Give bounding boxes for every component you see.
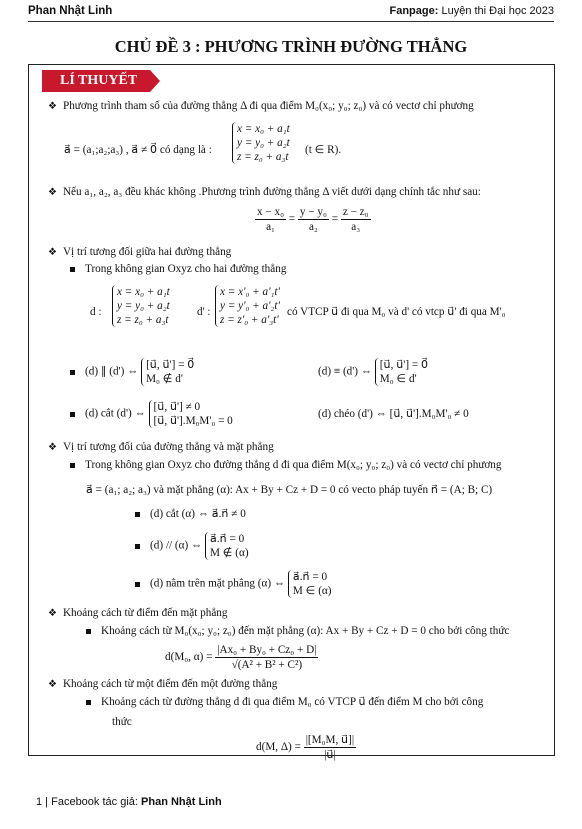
s3-sub-line (70, 262, 286, 276)
page-number: 1 (36, 796, 43, 808)
s3-heading: Vị trí tương đối giữa hai đường thẳng (62, 246, 232, 258)
s1-text-line (48, 99, 474, 114)
page-title: CHỦ ĐỀ 3 : PHƯƠNG TRÌNH ĐƯỜNG THẲNG (114, 37, 468, 56)
square-bullet-icon (135, 512, 140, 517)
s3-d-system: x = x₀ + a₁t y = y₀ + a₂t z = z₀ + a₃t (112, 285, 170, 327)
s1-system (232, 122, 290, 164)
s1-brace (232, 122, 290, 164)
diamond-bullet-icon: ❖ (48, 442, 57, 453)
diamond-bullet-icon: ❖ (48, 101, 57, 112)
s5-sub: Khoảng cách từ M₀(x₀; y₀; z₀) đến mặt phẳng (α): Ax + By + Cz + D = 0 cho bởi công thức (101, 625, 510, 637)
square-bullet-icon (135, 544, 140, 549)
s4-in-plane: (d) nằm trên mặt phẳng (α) ⇔ a⃗.n⃗ = 0 M ∈ (α) (135, 570, 332, 598)
square-bullet-icon (86, 700, 91, 705)
square-bullet-icon (135, 582, 140, 587)
square-bullet-icon (70, 370, 75, 375)
s6-heading: Khoảng cách từ một điểm đến một đường thẳng (62, 678, 278, 690)
s2-frac2: $\frac{\text{y − y₀}}{\text{a₂}}$ (299, 206, 327, 233)
s6-sub2: thức (112, 716, 132, 728)
s2-frac3: $\frac{\text{z − z₀}}{\text{a₃}}$ (342, 206, 369, 233)
diamond-bullet-icon: ❖ (48, 247, 57, 258)
s3-heading-line (48, 245, 231, 260)
s6-heading-line (48, 677, 277, 692)
diamond-bullet-icon: ❖ (48, 608, 57, 619)
s2-frac1: $\frac{\text{x − x₀}}{\text{a₁}}$ (257, 206, 284, 233)
s3-sub: Trong không gian Oxyz cho hai đường thẳng (85, 263, 287, 275)
s4-sub: Trong không gian Oxyz cho đường thẳng d đi qua điểm M(x₀; y₀; z₀) và có vectơ chỉ phương (85, 459, 502, 471)
section-tag-arrow (150, 70, 160, 92)
s5-heading: Khoảng cách từ điểm đến mặt phẳng (62, 607, 228, 619)
s1-vec: a⃗ = (a₁;a₂;a₃) , a⃗ ≠ 0⃗ có dạng là : (64, 144, 212, 156)
s5-heading-line (48, 606, 227, 621)
s3-skew: (d) chéo (d') ⇔ [u⃗, u⃗'].M₀M'₀ ≠ 0 (318, 408, 469, 420)
square-bullet-icon (70, 267, 75, 272)
header-fanpage (390, 5, 555, 17)
page-header (28, 5, 554, 22)
diamond-bullet-icon: ❖ (48, 679, 57, 690)
s4-parallel: (d) // (α) ⇔ a⃗.n⃗ = 0 M ∉ (α) (135, 532, 249, 560)
square-bullet-icon (86, 629, 91, 634)
s4-heading: Vị trí tương đối của đường thẳng và mặt phẳng (62, 441, 274, 453)
s5-sub-line (86, 624, 509, 638)
s4-sub-line (70, 458, 502, 472)
s3-dp-system: x = x'₀ + a'₁t' y = y'₀ + a'₂t' z = z'₀ + a'₃t' (215, 285, 280, 327)
s3-cut: (d) cắt (d') ⇔ [u⃗, u⃗'] ≠ 0 [u⃗, u⃗'].M₀M'₀ = 0 (70, 400, 233, 428)
diamond-bullet-icon: ❖ (48, 187, 57, 198)
footer-author: Phan Nhật Linh (141, 796, 222, 808)
s1-eq2: y = y₀ + a₂t (237, 137, 290, 149)
fanpage-name: Luyện thi Đại học 2023 (441, 5, 554, 17)
s6-sub: Khoảng cách từ đường thẳng d đi qua điểm M₀ có VTCP u⃗ đến điểm M cho bởi công (101, 696, 484, 708)
section-tag: LÍ THUYẾT (42, 70, 150, 92)
s4-heading-line (48, 440, 274, 455)
s2-text: Nếu a₁, a₂, a₃ đều khác không .Phương trình đường thẳng Δ viết dưới dạng chính tắc như sau: (62, 186, 481, 198)
header-author: Phan Nhật Linh (28, 5, 113, 17)
s2-formula: $\frac{\text{x − x₀}}{\text{a₁}}$ = $\frac{\text{y − y₀}}{\text{a₂}}$ = $\frac{\text{z − z₀}}{\text{a₃}}$ (257, 206, 369, 233)
s1-eq1: x = x₀ + a₁t (237, 123, 290, 135)
s3-parallel: (d) ∥ (d') ⇔ [u⃗, u⃗'] = 0⃗ M₀ ∉ d' (70, 358, 194, 386)
square-bullet-icon (70, 412, 75, 417)
footer-label: Facebook tác giả: (51, 796, 138, 808)
s6-formula: d(M, Δ) = $\frac{\text{|[M₀M, u⃗]|}}{|u⃗|}$ (256, 734, 355, 761)
s6-sub-line (86, 695, 483, 709)
s2-text-line (48, 185, 481, 200)
s4-sub2: a⃗ = (a₁; a₂; a₃) và mặt phẳng (α): Ax + By + Cz + D = 0 có vecto pháp tuyến n⃗ = (A; B; C) (86, 484, 493, 496)
s5-formula: d(M₀, α) = $\frac{\text{|Ax₀ + By₀ + Cz₀ + D|}}{\text{√(A² + B² + C²)}}$ (165, 644, 317, 671)
s1-eq3: z = z₀ + a₃t (237, 151, 289, 163)
s1-text: Phương trình tham số của đường thẳng Δ đi qua điểm M₀(x₀; y₀; z₀) và có vectơ chỉ phương (62, 100, 474, 112)
s3-coincide: (d) ≡ (d') ⇔ [u⃗, u⃗'] = 0⃗ M₀ ∈ d' (318, 359, 429, 385)
page-footer: 1 | Facebook tác giả: Phan Nhật Linh (36, 796, 222, 808)
s4-cut: (d) cắt (α) ⇔ a⃗.n⃗ ≠ 0 (135, 507, 246, 521)
s3-d-label: d : (90, 306, 102, 318)
s1-cond: (t ∈ R). (305, 144, 342, 156)
square-bullet-icon (70, 463, 75, 468)
s3-dp-label: d' : (197, 306, 211, 318)
s3-note: có VTCP u⃗ đi qua M₀ và d' có vtcp u⃗' đi qua M'₀ (287, 306, 506, 318)
fanpage-label: Fanpage: (389, 5, 439, 17)
